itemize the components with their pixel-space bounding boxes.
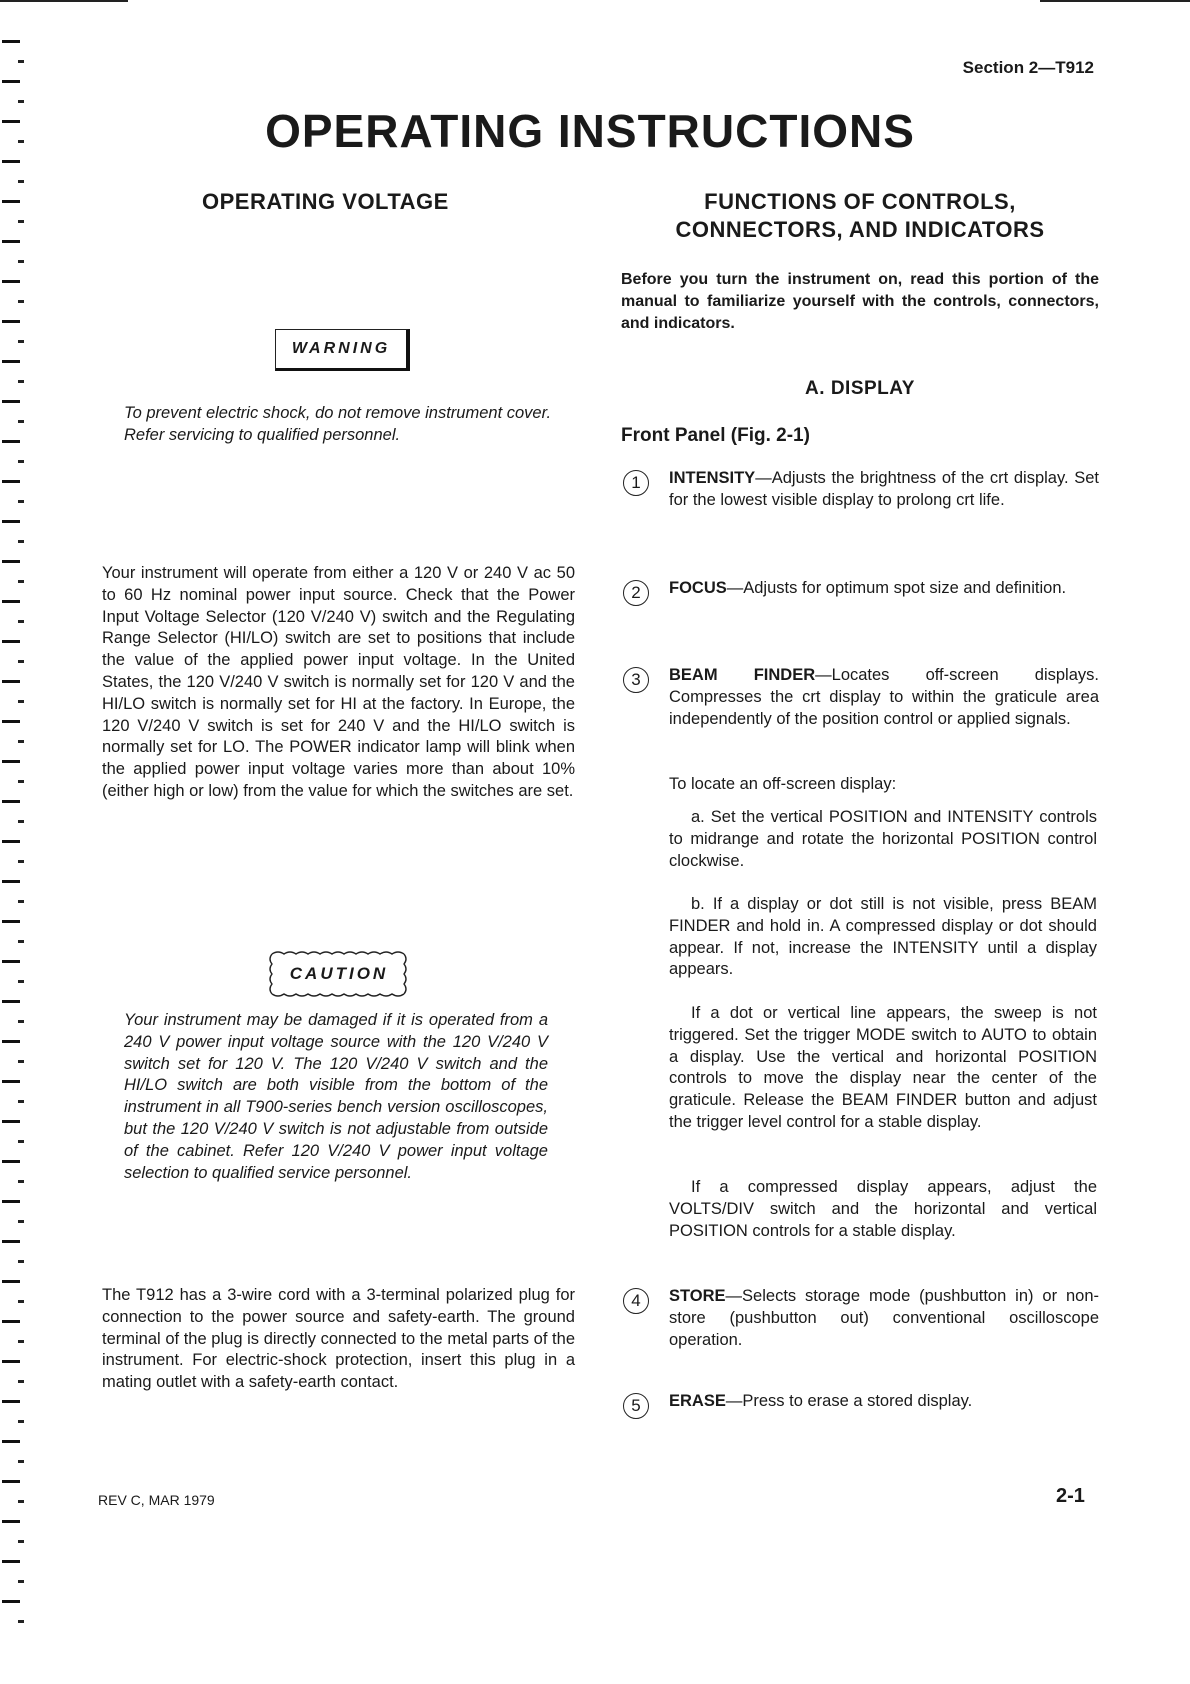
binding-mark: [2, 800, 20, 803]
step-a: a. Set the vertical POSITION and INTENSITY controls to midrange and rotate the horizontal POSITION control clockwise.: [669, 808, 1097, 870]
binding-mark: [2, 880, 20, 883]
binding-mark: [2, 1160, 20, 1163]
binding-tick: [18, 1460, 24, 1463]
item-intensity-name: INTENSITY: [669, 469, 756, 487]
binding-mark: [2, 80, 20, 83]
item-intensity-text: [669, 468, 1099, 512]
binding-tick: [18, 740, 24, 743]
binding-mark: [2, 1200, 20, 1203]
functions-heading-line1: FUNCTIONS OF CONTROLS,: [704, 189, 1016, 214]
top-rule: [0, 0, 128, 2]
binding-mark: [2, 1240, 20, 1243]
warning-text: To prevent electric shock, do not remove instrument cover. Refer servicing to qualified personnel.: [124, 404, 552, 444]
binding-mark: [2, 1480, 20, 1483]
binding-mark: [2, 1600, 20, 1603]
binding-mark: [2, 1280, 20, 1283]
binding-tick: [18, 820, 24, 823]
binding-tick: [18, 60, 24, 63]
functions-heading-line2: CONNECTORS, AND INDICATORS: [675, 217, 1045, 242]
cord-paragraph: The T912 has a 3-wire cord with a 3-terminal polarized plug for connection to the power source and safety-earth. The ground terminal of the plug is directly connected to the metal parts of the instrument. For electric-shock protection, insert this plug in a mating outlet with a safety-earth contact.: [102, 1286, 575, 1392]
binding-mark: [2, 520, 20, 523]
binding-tick: [18, 1020, 24, 1023]
binding-tick: [18, 1100, 24, 1103]
binding-mark: [2, 960, 20, 963]
binding-mark: [2, 440, 20, 443]
item-intensity: [623, 468, 1099, 512]
binding-tick: [18, 180, 24, 183]
binding-tick: [18, 700, 24, 703]
item-beam-finder-text: [669, 665, 1099, 730]
binding-tick: [18, 420, 24, 423]
binding-tick: [18, 1060, 24, 1063]
item-erase-desc: —Press to erase a stored display.: [725, 1392, 973, 1410]
binding-tick: [18, 300, 24, 303]
binding-mark: [2, 760, 20, 763]
front-panel-heading: Front Panel (Fig. 2-1): [621, 425, 810, 446]
item-beam-finder-desc: —Locates off-screen displays. Compresses the crt display to within the graticule area independently of the position control or applied signals.: [669, 666, 1099, 728]
top-rule-right: [1040, 0, 1190, 2]
item-beam-finder-name: BEAM FINDER: [669, 666, 816, 684]
step-b: b. If a display or dot still is not visible, press BEAM FINDER and hold in. A compressed display or dot should appear. If not, increase the INTENSITY until a display appears.: [669, 895, 1097, 979]
binding-tick: [18, 1620, 24, 1623]
binding-mark: [2, 1120, 20, 1123]
item-erase-text: [669, 1391, 1099, 1419]
binding-tick: [18, 340, 24, 343]
binding-tick: [18, 1540, 24, 1543]
item-erase-name: ERASE: [669, 1392, 726, 1410]
binding-tick: [18, 1220, 24, 1223]
binding-mark: [2, 160, 20, 163]
note-dot: If a dot or vertical line appears, the sweep is not triggered. Set the trigger MODE switch to AUTO to obtain a display. Use the vertical and horizontal POSITION controls to move the display near the center of the graticule. Release the BEAM FINDER button and adjust the trigger level control for a stable display.: [669, 1004, 1097, 1131]
binding-tick: [18, 940, 24, 943]
binding-tick: [18, 580, 24, 583]
binding-tick: [18, 260, 24, 263]
voltage-paragraph: Your instrument will operate from either a 120 V or 240 V ac 50 to 60 Hz nominal power input source. Check that the Power Input Voltage Selector (120 V/240 V) switch and the Regulating Range Selector (HI/LO) switch are set to positions that include the value of the applied power input voltage. In the United States, the 120 V/240 V switch is normally set for 120 V and the HI/LO switch is normally set for HI at the factory. In Europe, the 120 V/240 V switch is set for 240 V and the HI/LO switch is normally set for LO. The POWER indicator lamp will blink when the applied power input voltage varies more than about 10% (either high or low) from the value for which the switches are set.: [102, 564, 575, 800]
item-focus-desc: —Adjusts for optimum spot size and definition.: [726, 579, 1067, 597]
page-title: OPERATING INSTRUCTIONS: [265, 105, 915, 157]
item-focus-text: [669, 578, 1099, 606]
binding-mark: [2, 1440, 20, 1443]
caution-text-label: CAUTION: [289, 964, 389, 983]
binding-mark: [2, 1360, 20, 1363]
intro-paragraph: Before you turn the instrument on, read this portion of the manual to familiarize yourself with the controls, connectors, and indicators.: [621, 271, 1099, 332]
binding-mark: [2, 560, 20, 563]
binding-tick: [18, 1420, 24, 1423]
binding-mark: [2, 480, 20, 483]
binding-tick: [18, 900, 24, 903]
binding-tick: [18, 660, 24, 663]
binding-mark: [2, 680, 20, 683]
binding-mark: [2, 920, 20, 923]
functions-heading-block: [621, 188, 1099, 244]
binding-tick: [18, 1140, 24, 1143]
item-number-5: 5: [623, 1393, 649, 1419]
item-number-1: 1: [623, 470, 649, 496]
binding-mark: [2, 200, 20, 203]
binding-mark: [2, 840, 20, 843]
binding-mark: [2, 360, 20, 363]
warning-label: WARNING: [275, 329, 410, 371]
item-store-name: STORE: [669, 1287, 726, 1305]
binding-mark: [2, 600, 20, 603]
binding-mark: [2, 1000, 20, 1003]
binding-tick: [18, 380, 24, 383]
item-focus: [623, 578, 1099, 606]
binding-tick: [18, 1380, 24, 1383]
binding-tick: [18, 980, 24, 983]
note-compressed: If a compressed display appears, adjust the VOLTS/DIV switch and the horizontal and vertical POSITION controls for a stable display.: [669, 1178, 1097, 1240]
item-store-desc: —Selects storage mode (pushbutton in) or non-store (pushbutton out) conventional oscilloscope operation.: [669, 1287, 1099, 1349]
binding-tick: [18, 100, 24, 103]
item-number-4: 4: [623, 1288, 649, 1314]
item-store-text: [669, 1286, 1099, 1351]
locate-intro: To locate an off-screen display:: [669, 775, 897, 793]
binding-tick: [18, 1180, 24, 1183]
binding-tick: [18, 540, 24, 543]
caution-label: [268, 950, 410, 998]
binding-tick: [18, 1260, 24, 1263]
section-label: Section 2—T912: [962, 58, 1094, 77]
binding-tick: [18, 1500, 24, 1503]
binding-mark: [2, 720, 20, 723]
binding-tick: [18, 1300, 24, 1303]
item-number-2: 2: [623, 580, 649, 606]
binding-tick: [18, 220, 24, 223]
left-heading-block: [102, 188, 575, 216]
binding-mark: [2, 320, 20, 323]
binding-mark: [2, 240, 20, 243]
binding-mark: [2, 280, 20, 283]
item-intensity-desc: —Adjusts the brightness of the crt display. Set for the lowest visible display to prolong crt life.: [669, 469, 1099, 509]
revision-label: REV C, MAR 1979: [98, 1492, 215, 1508]
binding-mark: [2, 400, 20, 403]
binding-tick: [18, 1580, 24, 1583]
binding-tick: [18, 460, 24, 463]
binding-tick: [18, 620, 24, 623]
binding-mark: [2, 1320, 20, 1323]
display-subsection: A. DISPLAY: [805, 378, 915, 399]
binding-mark: [2, 40, 20, 43]
binding-mark: [2, 1080, 20, 1083]
binding-mark: [2, 1400, 20, 1403]
binding-mark: [2, 1040, 20, 1043]
binding-tick: [18, 780, 24, 783]
operating-voltage-heading: OPERATING VOLTAGE: [202, 189, 449, 214]
item-erase: [623, 1391, 1099, 1419]
binding-mark: [2, 640, 20, 643]
item-focus-name: FOCUS: [669, 579, 727, 597]
binding-tick: [18, 500, 24, 503]
binding-mark: [2, 1560, 20, 1563]
page-number: 2-1: [1056, 1485, 1085, 1507]
binding-tick: [18, 860, 24, 863]
binding-tick: [18, 1340, 24, 1343]
binding-mark: [2, 1520, 20, 1523]
item-beam-finder: [623, 665, 1099, 730]
item-number-3: 3: [623, 667, 649, 693]
caution-text: Your instrument may be damaged if it is operated from a 240 V power input voltage source with the 120 V/240 V switch set for 120 V. The 120 V/240 V switch and the HI/LO switch are both visible from the bottom of the instrument in all T900-series bench version oscilloscopes, but the 120 V/240 V switch is not adjustable from outside of the cabinet. Refer 120 V/240 V power input voltage selection to qualified service personnel.: [124, 1011, 548, 1182]
item-store: [623, 1286, 1099, 1351]
